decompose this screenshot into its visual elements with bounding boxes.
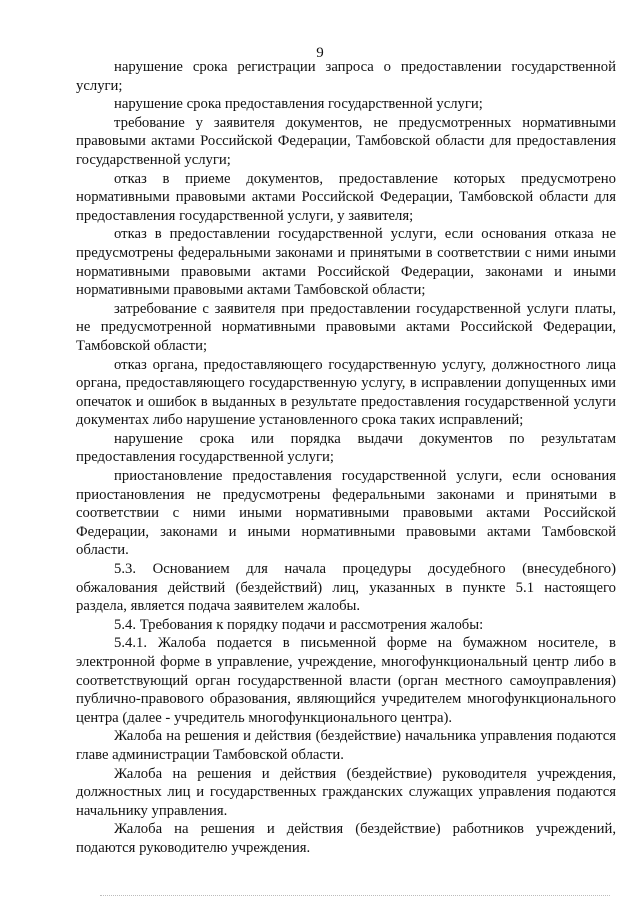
paragraph: нарушение срока предоставления государственной услуги; bbox=[114, 96, 483, 113]
paragraph: 5.3. Основанием для начала процедуры досудебного (внесудебного) обжалования действий (бездействий) лиц, указанных в пункте 5.1 настоящего раздела, является подача заявителем жалобы. bbox=[76, 561, 616, 615]
paragraph: Жалоба на решения и действия (бездействие) начальника управления подаются главе администрации Тамбовской области. bbox=[76, 728, 616, 763]
paragraph: Жалоба на решения и действия (бездействие) руководителя учреждения, должностных лиц и государственных гражданских служащих управления подаются начальнику управления. bbox=[76, 765, 616, 819]
paragraph: требование у заявителя документов, не предусмотренных нормативными правовыми актами Российской Федерации, Тамбовской области для предоставления государственной услуги; bbox=[76, 114, 616, 168]
paragraph: нарушение срока регистрации запроса о предоставлении государственной услуги; bbox=[76, 59, 616, 94]
paragraph: нарушение срока или порядка выдачи документов по результатам предоставления государственной услуги; bbox=[76, 430, 616, 466]
paragraph: Жалоба на решения и действия (бездействие) работников учреждений, подаются руководителю учреждения. bbox=[76, 821, 616, 856]
footer-divider bbox=[100, 895, 610, 896]
paragraph: 5.4. Требования к порядку подачи и рассмотрения жалобы: bbox=[114, 616, 484, 633]
paragraph: затребование с заявителя при предоставлении государственной услуги платы, не предусмотренной нормативными правовыми актами Российской Федерации, Тамбовской области; bbox=[76, 300, 616, 354]
paragraph: приостановление предоставления государственной услуги, если основания приостановления не предусмотрены федеральными законами и принятыми в соответствии с ними иными нормативными правовыми актами Российской Федерации, законами и иными нормативными правовыми актами Тамбовской области. bbox=[76, 468, 616, 559]
document-body bbox=[76, 58, 616, 858]
paragraph: отказ в приеме документов, предоставление которых предусмотрено нормативными правовыми актами Российской Федерации, Тамбовской области для предоставления государственной услуги, у заявителя; bbox=[76, 170, 616, 224]
page-number: 9 bbox=[316, 45, 324, 61]
paragraph: отказ в предоставлении государственной услуги, если основания отказа не предусмотрены федеральными законами и принятыми в соответствии с ними иными нормативными правовыми актами Российской Федерации, законами и иными нормативными правовыми актами Тамбовской области; bbox=[76, 226, 616, 299]
paragraph: 5.4.1. Жалоба подается в письменной форме на бумажном носителе, в электронной форме в управление, учреждение, многофункциональный центр либо в соответствующий орган государственной власти (орган местного самоуправления) публично-правового образования, являющийся учредителем многофункционального центра (далее - учредитель многофункционального центра). bbox=[76, 635, 616, 726]
paragraph: отказ органа, предоставляющего государственную услугу, должностного лица органа, предоставляющего государственную услугу, в исправлении допущенных ими опечаток и ошибок в выданных в результате предоставления государственной услуги документах либо нарушение установленного срока таких исправлений; bbox=[76, 356, 616, 429]
